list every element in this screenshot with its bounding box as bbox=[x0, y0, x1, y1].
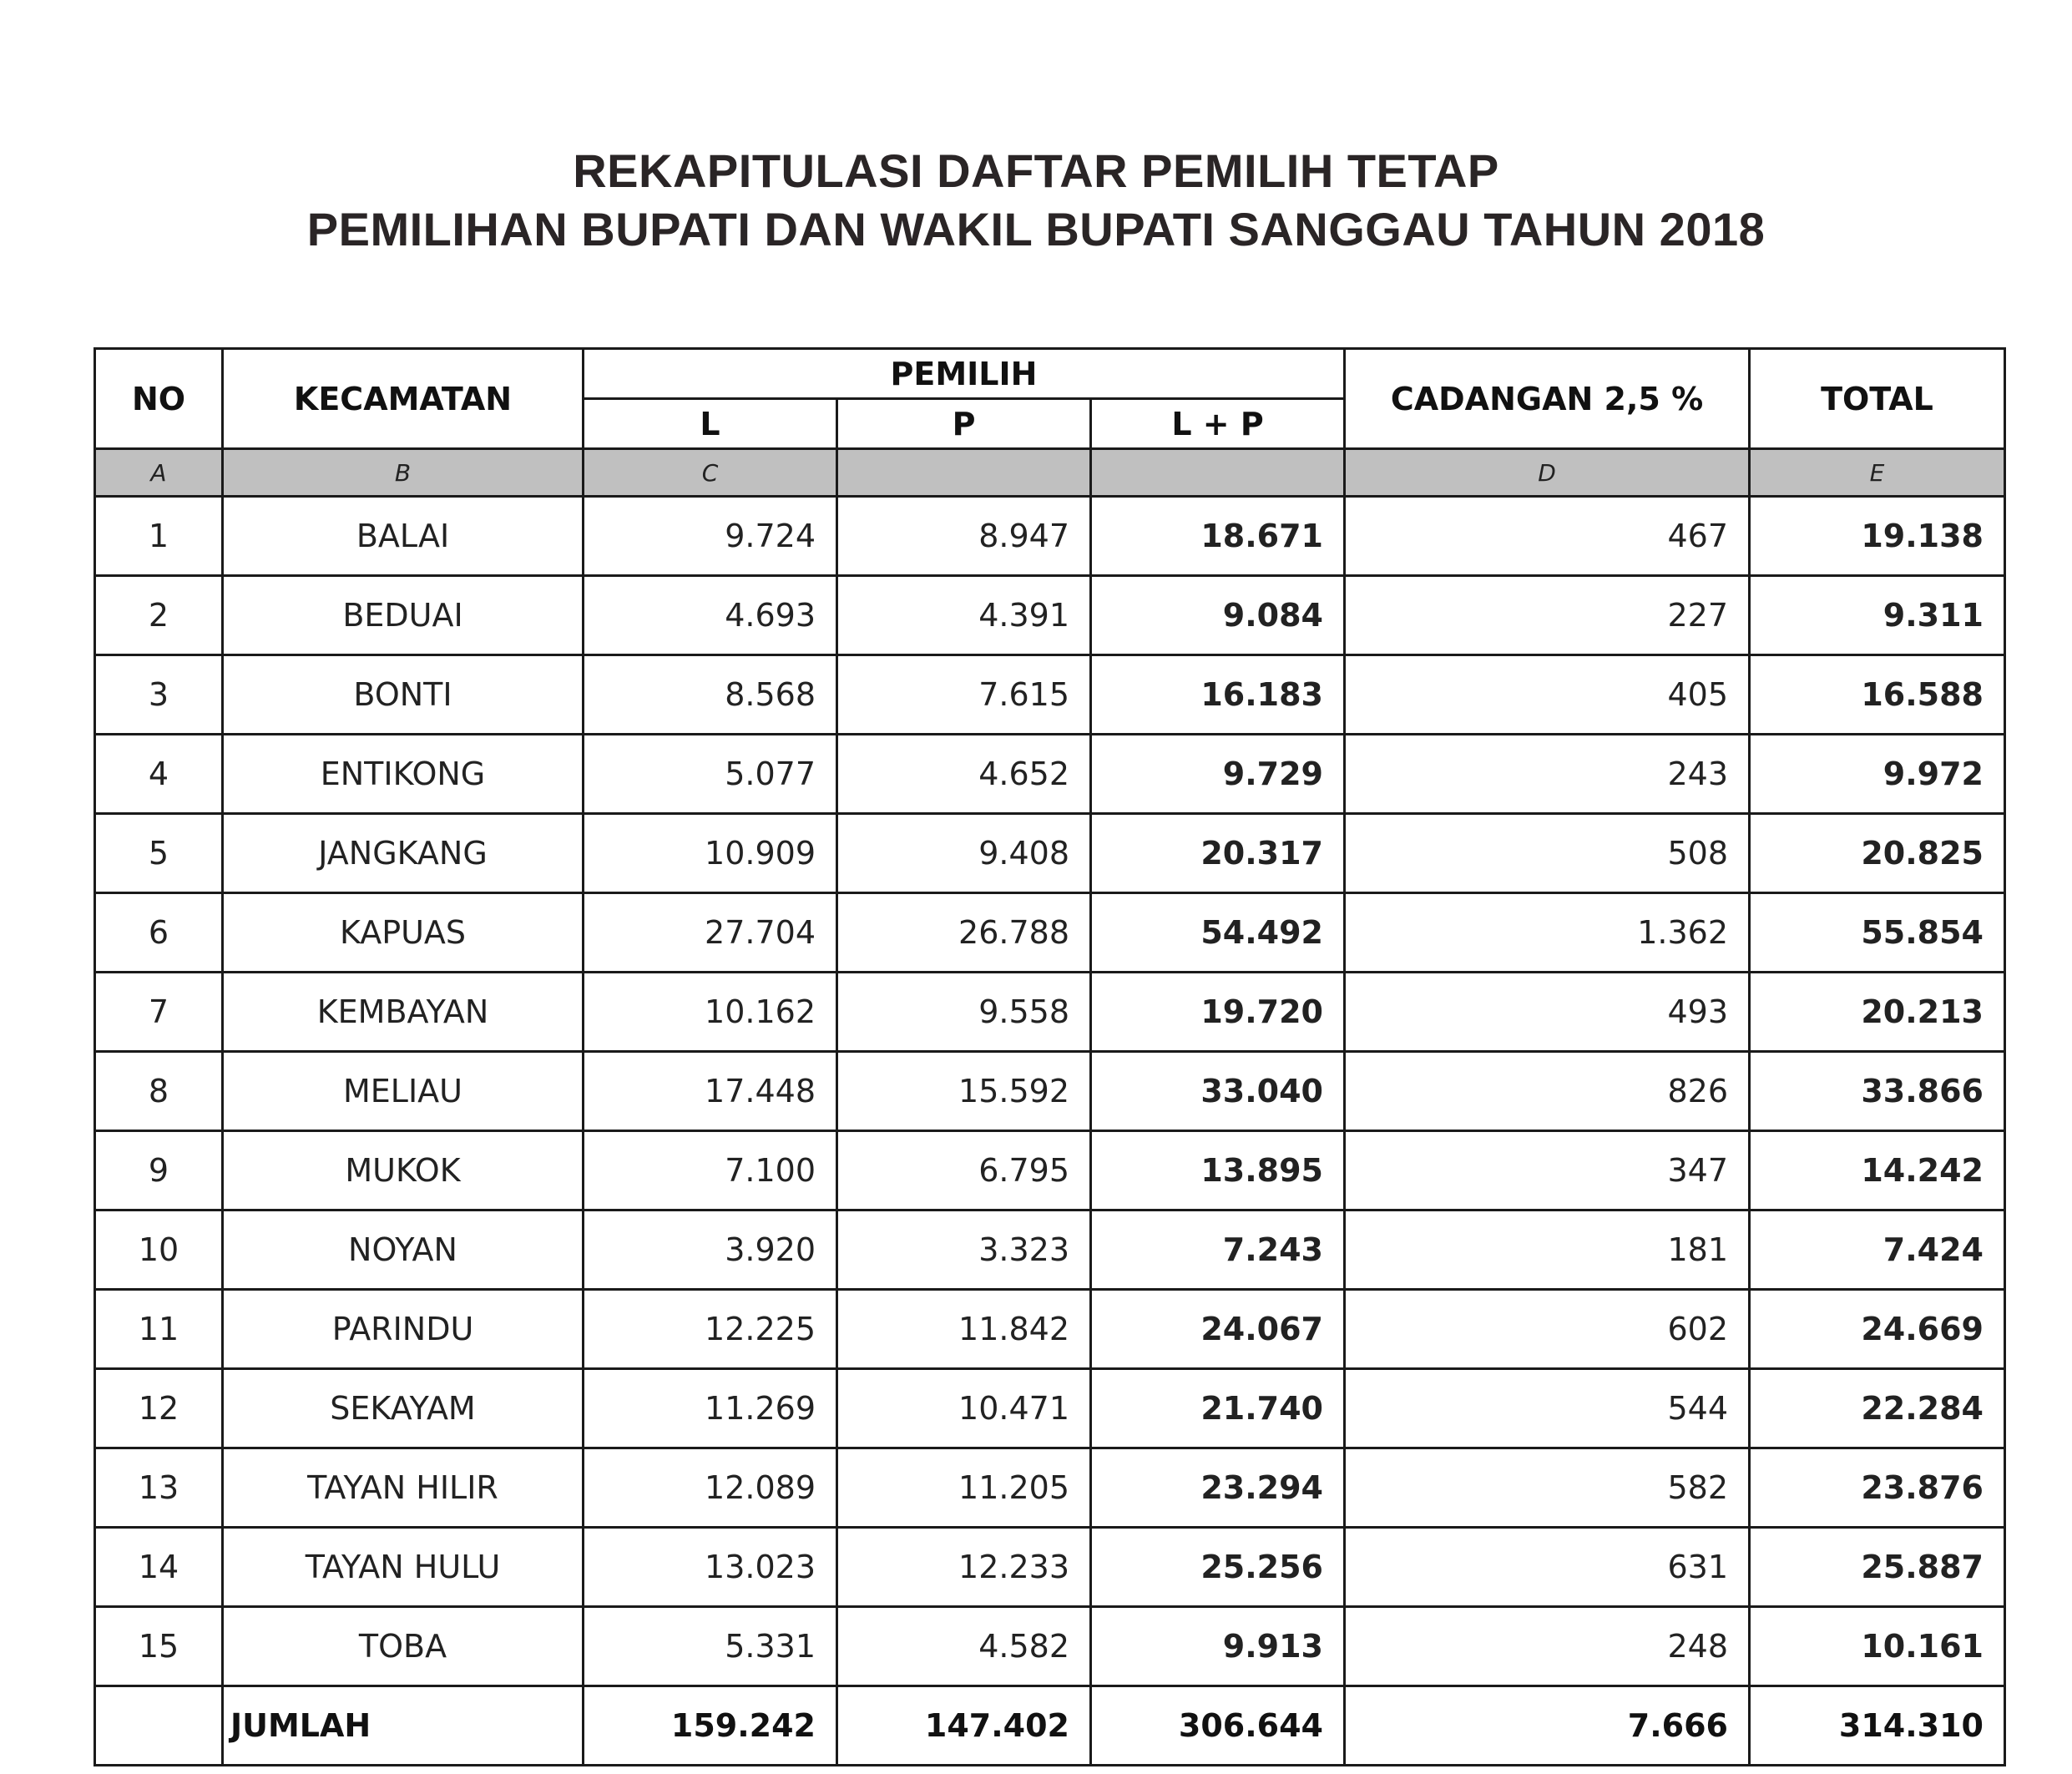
jumlah-female: 147.402 bbox=[837, 1686, 1091, 1766]
grand-total-cell: 55.854 bbox=[1750, 893, 2005, 973]
kecamatan-cell: BALAI bbox=[223, 497, 584, 576]
row-number-cell: 13 bbox=[95, 1448, 223, 1528]
row-number-cell: 3 bbox=[95, 655, 223, 735]
header-p: P bbox=[837, 399, 1091, 449]
row-number-cell: 2 bbox=[95, 576, 223, 655]
kecamatan-cell: KAPUAS bbox=[223, 893, 584, 973]
column-letter: E bbox=[1750, 449, 2005, 497]
voters-female-cell: 11.205 bbox=[837, 1448, 1091, 1528]
row-number-cell: 6 bbox=[95, 893, 223, 973]
column-letter bbox=[837, 449, 1091, 497]
table-row bbox=[95, 1448, 2005, 1528]
reserve-cell: 582 bbox=[1345, 1448, 1750, 1528]
voters-male-cell: 8.568 bbox=[584, 655, 837, 735]
grand-total-cell: 25.887 bbox=[1750, 1528, 2005, 1607]
voters-female-cell: 4.652 bbox=[837, 735, 1091, 814]
kecamatan-cell: SEKAYAM bbox=[223, 1369, 584, 1448]
document-subtitle: PEMILIHAN BUPATI DAN WAKIL BUPATI SANGGAU TAHUN 2018 bbox=[306, 203, 1766, 255]
voters-male-cell: 7.100 bbox=[584, 1131, 837, 1210]
jumlah-label: JUMLAH bbox=[223, 1686, 584, 1766]
reserve-cell: 544 bbox=[1345, 1369, 1750, 1448]
header-cadangan: CADANGAN 2,5 % bbox=[1345, 349, 1750, 449]
kecamatan-cell: MUKOK bbox=[223, 1131, 584, 1210]
row-number-cell: 9 bbox=[95, 1131, 223, 1210]
table-row bbox=[95, 1369, 2005, 1448]
voters-male-cell: 27.704 bbox=[584, 893, 837, 973]
table-row bbox=[95, 576, 2005, 655]
grand-total-cell: 33.866 bbox=[1750, 1052, 2005, 1131]
grand-total-cell: 24.669 bbox=[1750, 1290, 2005, 1369]
row-number-cell: 7 bbox=[95, 973, 223, 1052]
voters-female-cell: 4.582 bbox=[837, 1607, 1091, 1686]
voters-female-cell: 3.323 bbox=[837, 1210, 1091, 1290]
voters-female-cell: 4.391 bbox=[837, 576, 1091, 655]
reserve-cell: 243 bbox=[1345, 735, 1750, 814]
voters-total-cell: 16.183 bbox=[1091, 655, 1345, 735]
grand-total-cell: 20.825 bbox=[1750, 814, 2005, 893]
reserve-cell: 508 bbox=[1345, 814, 1750, 893]
grand-total-cell: 10.161 bbox=[1750, 1607, 2005, 1686]
reserve-cell: 181 bbox=[1345, 1210, 1750, 1290]
column-letter bbox=[1091, 449, 1345, 497]
jumlah-total: 314.310 bbox=[1750, 1686, 2005, 1766]
grand-total-cell: 7.424 bbox=[1750, 1210, 2005, 1290]
header-row bbox=[95, 349, 2005, 399]
table-row bbox=[95, 497, 2005, 576]
reserve-cell: 602 bbox=[1345, 1290, 1750, 1369]
kecamatan-cell: BEDUAI bbox=[223, 576, 584, 655]
reserve-cell: 405 bbox=[1345, 655, 1750, 735]
column-letter-row bbox=[95, 449, 2005, 497]
grand-total-cell: 23.876 bbox=[1750, 1448, 2005, 1528]
voters-male-cell: 10.162 bbox=[584, 973, 837, 1052]
kecamatan-cell: PARINDU bbox=[223, 1290, 584, 1369]
voters-female-cell: 11.842 bbox=[837, 1290, 1091, 1369]
voters-male-cell: 3.920 bbox=[584, 1210, 837, 1290]
reserve-cell: 631 bbox=[1345, 1528, 1750, 1607]
voters-female-cell: 7.615 bbox=[837, 655, 1091, 735]
document-title: REKAPITULASI DAFTAR PEMILIH TETAP bbox=[573, 144, 1499, 197]
reserve-cell: 1.362 bbox=[1345, 893, 1750, 973]
kecamatan-cell: ENTIKONG bbox=[223, 735, 584, 814]
kecamatan-cell: NOYAN bbox=[223, 1210, 584, 1290]
jumlah-empty-cell bbox=[95, 1686, 223, 1766]
grand-total-cell: 22.284 bbox=[1750, 1369, 2005, 1448]
voters-female-cell: 15.592 bbox=[837, 1052, 1091, 1131]
voters-male-cell: 12.089 bbox=[584, 1448, 837, 1528]
row-number-cell: 15 bbox=[95, 1607, 223, 1686]
voters-total-cell: 21.740 bbox=[1091, 1369, 1345, 1448]
column-letter: D bbox=[1345, 449, 1750, 497]
reserve-cell: 248 bbox=[1345, 1607, 1750, 1686]
table-row bbox=[95, 735, 2005, 814]
reserve-cell: 227 bbox=[1345, 576, 1750, 655]
column-letter: B bbox=[223, 449, 584, 497]
table-row bbox=[95, 973, 2005, 1052]
voters-total-cell: 23.294 bbox=[1091, 1448, 1345, 1528]
voters-female-cell: 12.233 bbox=[837, 1528, 1091, 1607]
kecamatan-cell: TOBA bbox=[223, 1607, 584, 1686]
voters-total-cell: 25.256 bbox=[1091, 1528, 1345, 1607]
grand-total-cell: 14.242 bbox=[1750, 1131, 2005, 1210]
kecamatan-cell: MELIAU bbox=[223, 1052, 584, 1131]
voters-female-cell: 9.558 bbox=[837, 973, 1091, 1052]
jumlah-reserve: 7.666 bbox=[1345, 1686, 1750, 1766]
kecamatan-cell: KEMBAYAN bbox=[223, 973, 584, 1052]
kecamatan-cell: BONTI bbox=[223, 655, 584, 735]
row-number-cell: 1 bbox=[95, 497, 223, 576]
voters-total-cell: 18.671 bbox=[1091, 497, 1345, 576]
row-number-cell: 11 bbox=[95, 1290, 223, 1369]
voters-female-cell: 10.471 bbox=[837, 1369, 1091, 1448]
header-pemilih: PEMILIH bbox=[584, 349, 1345, 399]
table-row bbox=[95, 1131, 2005, 1210]
voters-total-cell: 33.040 bbox=[1091, 1052, 1345, 1131]
jumlah-lp: 306.644 bbox=[1091, 1686, 1345, 1766]
reserve-cell: 467 bbox=[1345, 497, 1750, 576]
jumlah-row bbox=[95, 1686, 2005, 1766]
voter-recap-table bbox=[93, 347, 2006, 1766]
row-number-cell: 4 bbox=[95, 735, 223, 814]
voters-total-cell: 9.913 bbox=[1091, 1607, 1345, 1686]
header-lp: L + P bbox=[1091, 399, 1345, 449]
voters-male-cell: 9.724 bbox=[584, 497, 837, 576]
jumlah-male: 159.242 bbox=[584, 1686, 837, 1766]
voters-total-cell: 7.243 bbox=[1091, 1210, 1345, 1290]
voters-male-cell: 10.909 bbox=[584, 814, 837, 893]
column-letter: C bbox=[584, 449, 837, 497]
header-l: L bbox=[584, 399, 837, 449]
row-number-cell: 8 bbox=[95, 1052, 223, 1131]
grand-total-cell: 20.213 bbox=[1750, 973, 2005, 1052]
header-no: NO bbox=[95, 349, 223, 449]
row-number-cell: 10 bbox=[95, 1210, 223, 1290]
voters-total-cell: 19.720 bbox=[1091, 973, 1345, 1052]
row-number-cell: 12 bbox=[95, 1369, 223, 1448]
voters-female-cell: 9.408 bbox=[837, 814, 1091, 893]
voters-total-cell: 54.492 bbox=[1091, 893, 1345, 973]
table-row bbox=[95, 1210, 2005, 1290]
table-row bbox=[95, 893, 2005, 973]
row-number-cell: 14 bbox=[95, 1528, 223, 1607]
kecamatan-cell: JANGKANG bbox=[223, 814, 584, 893]
reserve-cell: 493 bbox=[1345, 973, 1750, 1052]
grand-total-cell: 19.138 bbox=[1750, 497, 2005, 576]
kecamatan-cell: TAYAN HULU bbox=[223, 1528, 584, 1607]
grand-total-cell: 9.972 bbox=[1750, 735, 2005, 814]
voters-total-cell: 24.067 bbox=[1091, 1290, 1345, 1369]
voters-male-cell: 4.693 bbox=[584, 576, 837, 655]
voters-total-cell: 9.084 bbox=[1091, 576, 1345, 655]
table-row bbox=[95, 1607, 2005, 1686]
header-total: TOTAL bbox=[1750, 349, 2005, 449]
row-number-cell: 5 bbox=[95, 814, 223, 893]
voters-female-cell: 26.788 bbox=[837, 893, 1091, 973]
table-row bbox=[95, 1052, 2005, 1131]
grand-total-cell: 9.311 bbox=[1750, 576, 2005, 655]
table-row bbox=[95, 655, 2005, 735]
voters-male-cell: 13.023 bbox=[584, 1528, 837, 1607]
voters-female-cell: 6.795 bbox=[837, 1131, 1091, 1210]
table-row bbox=[95, 814, 2005, 893]
reserve-cell: 347 bbox=[1345, 1131, 1750, 1210]
kecamatan-cell: TAYAN HILIR bbox=[223, 1448, 584, 1528]
voters-male-cell: 17.448 bbox=[584, 1052, 837, 1131]
table-row bbox=[95, 1528, 2005, 1607]
reserve-cell: 826 bbox=[1345, 1052, 1750, 1131]
column-letter: A bbox=[95, 449, 223, 497]
voters-total-cell: 20.317 bbox=[1091, 814, 1345, 893]
table-row bbox=[95, 1290, 2005, 1369]
grand-total-cell: 16.588 bbox=[1750, 655, 2005, 735]
voters-male-cell: 11.269 bbox=[584, 1369, 837, 1448]
voters-female-cell: 8.947 bbox=[837, 497, 1091, 576]
voters-male-cell: 12.225 bbox=[584, 1290, 837, 1369]
voters-male-cell: 5.077 bbox=[584, 735, 837, 814]
voters-total-cell: 9.729 bbox=[1091, 735, 1345, 814]
voters-total-cell: 13.895 bbox=[1091, 1131, 1345, 1210]
voters-male-cell: 5.331 bbox=[584, 1607, 837, 1686]
header-kecamatan: KECAMATAN bbox=[223, 349, 584, 449]
